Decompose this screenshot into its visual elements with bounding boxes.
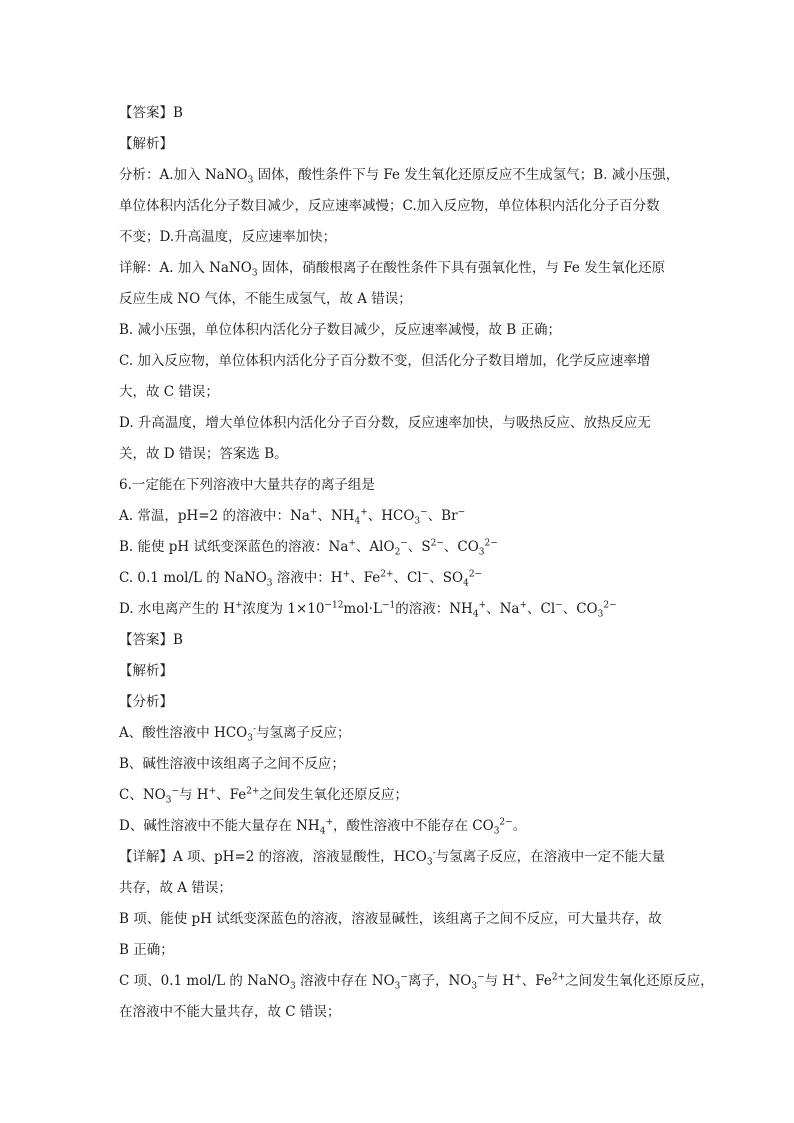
text-line: 大，故 C 错误； bbox=[119, 384, 219, 400]
text-line: B. 减小压强，单位体积内活化分子数目减少，反应速率减慢，故 B 正确； bbox=[119, 322, 562, 338]
text-line: 【答案】B bbox=[119, 632, 183, 648]
text-line: 分析：A.加入 NaNO$_3$ 固体，酸性条件下与 Fe 发生氧化还原反应不生成氢气；B. 减小压强， bbox=[119, 167, 680, 186]
text-line: C. 0.1 mol/L 的 NaNO$_3$ 溶液中：H+、$Fe^{2+}$、Cl−、$SO_4^{2-}$ bbox=[119, 569, 483, 589]
text-line: 6.一定能在下列溶液中大量共存的离子组是 bbox=[119, 477, 375, 493]
text-line: B、碱性溶液中该组离子之间不反应； bbox=[119, 756, 345, 772]
text-line: B. 能使 pH 试纸变深蓝色的溶液：Na+、AlO$_2$−、$S^{2-}$、$CO_3^{2-}$ bbox=[119, 538, 498, 558]
text-line: A. 常温，pH=2 的溶液中：Na+、$NH_4^+$、$HCO_3^-$、Br− bbox=[119, 507, 466, 527]
text-line: B 正确； bbox=[119, 942, 174, 958]
text-line: 【解析】 bbox=[119, 663, 173, 679]
text-line: 反应生成 NO 气体，不能生成氢气，故 A 错误； bbox=[119, 291, 412, 307]
text-line: 详解：A. 加入 NaNO$_3$ 固体，硝酸根离子在酸性条件下具有强氧化性，与 Fe 发生氧化还原 bbox=[119, 260, 666, 279]
text-line: B 项、能使 pH 试纸变深蓝色的溶液，溶液显碱性，该组离子之间不反应，可大量共存，故 bbox=[119, 911, 662, 927]
text-line: 共存，故 A 错误； bbox=[119, 880, 232, 896]
text-line: 【详解】A 项、pH=2 的溶液，溶液显酸性，$HCO_3^-$与氢离子反应，在溶液中一定不能大量 bbox=[119, 848, 666, 868]
text-line: D、碱性溶液中不能大量存在 $NH_4^+$，酸性溶液中不能存在 $CO_3^{2-}$。 bbox=[119, 817, 527, 837]
document-page bbox=[119, 99, 714, 1029]
text-line: D. 升高温度，增大单位体积内活化分子百分数，反应速率加快，与吸热反应、放热反应无 bbox=[119, 415, 651, 431]
text-line: 关，故 D 错误；答案选 B。 bbox=[119, 446, 288, 462]
text-line: 【解析】 bbox=[119, 136, 173, 152]
text-line: 【分析】 bbox=[119, 694, 173, 710]
text-line: C 项、0.1 mol/L 的 NaNO$_3$ 溶液中存在 $NO_3^-$离子，$NO_3^-$与 H+、$Fe^{2+}$之间发生氧化还原反应， bbox=[119, 972, 714, 992]
text-line: D. 水电离产生的 H+浓度为 $1\times 10^{-12}mol\cdot L^{-1}$的溶液：$NH_4^+$、Na+、Cl−、$CO_3^{2-}$ bbox=[119, 600, 617, 620]
text-line: C. 加入反应物，单位体积内活化分子百分数不变，但活化分子数目增加，化学反应速率增 bbox=[119, 353, 651, 369]
text-line: A、酸性溶液中 $HCO_3^-$与氢离子反应； bbox=[119, 724, 351, 744]
text-line: 【答案】B bbox=[119, 105, 183, 121]
text-line: C、$NO_3^-$与 H+、$Fe^{2+}$之间发生氧化还原反应； bbox=[119, 786, 409, 806]
text-line: 单位体积内活化分子数目减少，反应速率减慢；C.加入反应物，单位体积内活化分子百分数 bbox=[119, 198, 660, 214]
text-line: 在溶液中不能大量共存，故 C 错误； bbox=[119, 1004, 341, 1020]
text-line: 不变；D.升高温度，反应速率加快； bbox=[119, 229, 337, 245]
